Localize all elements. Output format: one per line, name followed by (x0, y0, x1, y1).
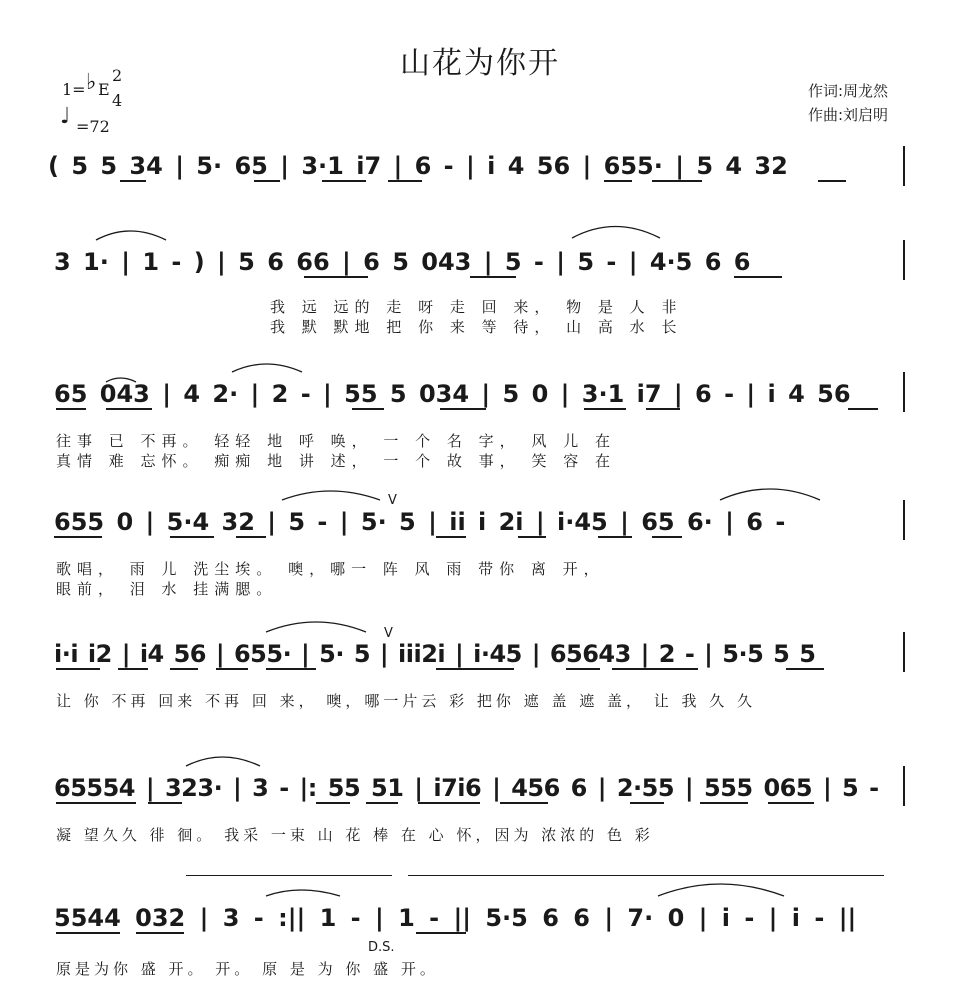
composer-credit: 作曲:刘启明 (808, 106, 889, 124)
notes-line: 65 043 | 4 2· | 2 - | 55 5 034 | 5 0 | 3·1 i7 | 6 - | i 4 56 (54, 380, 851, 408)
beam (316, 802, 350, 804)
beam (56, 932, 120, 934)
slur (186, 757, 260, 766)
beam (170, 536, 214, 538)
slur (282, 491, 380, 500)
beam (416, 932, 466, 934)
beam (646, 408, 680, 410)
flat-symbol: ♭ (86, 70, 97, 95)
tempo-marking: =72 (76, 117, 110, 136)
beam (148, 802, 182, 804)
slur (572, 227, 660, 239)
lyricist-credit: 作词:周龙然 (808, 82, 889, 100)
bar-line (903, 632, 905, 672)
beam (106, 408, 152, 410)
beam (500, 802, 548, 804)
notes-line: 5544 032 | 3 - :|| 1 - | 1 - || 5·5 6 6 | 7· 0 | i - | i - || (54, 904, 857, 932)
beam (216, 668, 248, 670)
lyric-verse-2: 真情 难 忘怀。 痴痴 地 讲 述， 一 个 故 事， 笑 容 在 (56, 452, 616, 470)
slur (232, 364, 302, 372)
notes-line: ( 5 5 34 | 5· 65 | 3·1 i7 | 6 - | i 4 56 | 655· | 5 4 32 (48, 152, 788, 180)
beam (652, 180, 702, 182)
time-signature-bottom: 4 (112, 91, 123, 110)
beam (818, 180, 846, 182)
bar-line (903, 766, 905, 806)
beam (612, 668, 698, 670)
beam (266, 668, 316, 670)
time-signature-top: 2 (112, 66, 123, 85)
beam (734, 276, 782, 278)
bar-line (903, 372, 905, 412)
slur (658, 884, 784, 896)
slur (720, 489, 820, 500)
notes-line: i·i i2 | i4 56 | 655· | 5· 5 | iii2i | i·45 | 65643 | 2 - | 5·5 5 5 (54, 640, 816, 668)
slur (266, 890, 340, 896)
beam (120, 180, 146, 182)
breath-mark: V (388, 493, 397, 508)
beam (236, 536, 266, 538)
beam (118, 668, 148, 670)
beam (254, 180, 280, 182)
lyric-verse-1: 凝 望久久 徘 徊。 我采 一束 山 花 棒 在 心 怀，因为 浓浓的 色 彩 (56, 826, 654, 844)
beam (170, 668, 198, 670)
key-note: E (98, 80, 110, 99)
notes-line: 65554 | 323· | 3 - |: 55 51 | i7i6 | 456 6 | 2·55 | 555 065 | 5 - (54, 774, 879, 802)
beam (56, 408, 86, 410)
beam (598, 536, 632, 538)
bar-line (903, 240, 905, 280)
lyric-verse-2: 我 默 默地 把 你 来 等 待， 山 高 水 长 (270, 318, 683, 336)
beam (700, 802, 748, 804)
beam (366, 802, 398, 804)
volta-bracket-1 (186, 875, 392, 876)
lyric-verse-1: 让 你 不再 回来 不再 回 来， 噢，哪一片云 彩 把你 遮 盖 遮 盖， 让 我 久 久 (56, 692, 757, 710)
lyric-verse-1: 我 远 远的 走 呀 走 回 来， 物 是 人 非 (270, 298, 683, 316)
beam (566, 668, 600, 670)
volta-bracket-2 (408, 875, 884, 876)
beam (584, 408, 626, 410)
quarter-note-icon: ♩ (60, 104, 71, 129)
beam (436, 668, 514, 670)
beam (352, 408, 384, 410)
beam (136, 932, 184, 934)
lyric-verse-1: 歌唱， 雨 儿 洗尘埃。 噢，哪一 阵 风 雨 带你 离 开， (56, 560, 605, 578)
beam (604, 180, 632, 182)
beam (322, 180, 366, 182)
beam (768, 802, 814, 804)
beam (470, 276, 516, 278)
notes-line: 3 1· | 1 - ) | 5 6 66 | 6 5 043 | 5 - | 5 - | 4·5 6 6 (54, 248, 751, 276)
beam (652, 536, 682, 538)
beam (56, 802, 136, 804)
beam (54, 536, 102, 538)
beam (848, 408, 878, 410)
lyric-verse-1: 往事 已 不再。 轻轻 地 呼 唤， 一 个 名 字， 风 儿 在 (56, 432, 616, 450)
page-title: 山花为你开 (400, 46, 560, 81)
beam (518, 536, 546, 538)
beam (440, 408, 486, 410)
notes-line: 655 0 | 5·4 32 | 5 - | 5· 5 | ii i 2i | i·45 | 65 6· | 6 - (54, 508, 786, 536)
slur (266, 622, 366, 632)
slur (96, 231, 166, 240)
beam (418, 802, 480, 804)
breath-mark: V (384, 626, 393, 641)
bar-line (903, 146, 905, 186)
beam (786, 668, 824, 670)
bar-line (903, 500, 905, 540)
key-prefix: 1= (62, 80, 86, 99)
beam (630, 802, 664, 804)
beam (304, 276, 368, 278)
lyric-verse-1: 原是为你 盛 开。 开。 原 是 为 你 盛 开。 (56, 960, 439, 978)
beam (436, 536, 466, 538)
lyric-verse-2: 眼前， 泪 水 挂满腮。 (56, 580, 278, 598)
beam (388, 180, 422, 182)
ds-mark: D.S. (368, 940, 395, 955)
beam (56, 668, 100, 670)
